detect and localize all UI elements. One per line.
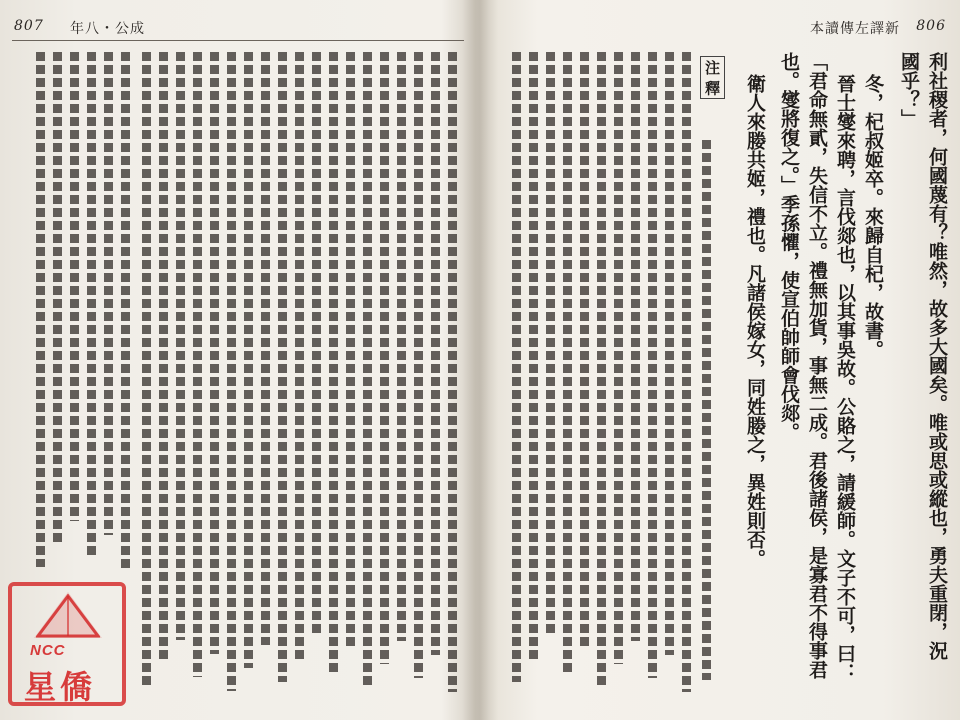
text-line-texture — [159, 52, 168, 663]
stamp-small-text: NCC — [30, 642, 66, 659]
annotation-text-column — [378, 52, 391, 664]
annotation-text-column — [395, 52, 408, 641]
text-line-texture — [278, 52, 287, 682]
annotation-text-column — [119, 52, 132, 572]
text-line-texture — [363, 52, 372, 687]
annotation-text-column — [629, 52, 642, 641]
text-line-texture — [614, 52, 623, 664]
annotation-text-column — [276, 52, 289, 682]
text-line-texture — [295, 52, 304, 659]
text-line-texture — [580, 52, 589, 650]
annotation-text-column — [344, 52, 357, 650]
annotation-text-column — [595, 52, 608, 687]
annotation-text-column — [157, 52, 170, 663]
text-line-texture — [563, 52, 572, 673]
text-line-texture — [329, 52, 338, 673]
annotation-text-column — [140, 52, 153, 686]
main-text-col-2: 國乎？」 — [898, 52, 920, 128]
stamp-big-text: 星僑 — [24, 668, 97, 706]
text-line-texture — [665, 52, 674, 655]
text-line-texture — [380, 52, 389, 664]
text-line-texture — [346, 52, 355, 650]
text-line-texture — [261, 52, 270, 645]
annotation-text-column — [85, 52, 98, 558]
annotation-text-column — [646, 52, 659, 678]
annotation-text-column — [51, 52, 64, 544]
text-line-texture — [53, 52, 62, 544]
annotation-text-column — [578, 52, 591, 650]
annotation-text-column — [34, 52, 47, 567]
text-line-texture — [176, 52, 185, 640]
ncc-stamp — [8, 582, 126, 706]
annotation-text-column — [544, 52, 557, 636]
right-page-running-title: 本讀傳左譯新 — [810, 21, 900, 37]
left-header-rule — [12, 40, 464, 41]
annotation-text-column — [174, 52, 187, 640]
text-line-texture — [431, 52, 440, 655]
text-line-texture — [244, 52, 253, 668]
annotation-text-column — [225, 52, 238, 691]
annotation-text-column — [242, 52, 255, 668]
text-line-texture — [227, 52, 236, 691]
main-text-col-5: 「君命無貳，失信不立。禮無加貨，事無二成。君後諸侯，是寡君不得事君 — [806, 52, 828, 679]
left-page-number: 807 — [14, 18, 44, 34]
annotation-text-column — [680, 52, 693, 692]
text-line-texture — [597, 52, 606, 687]
text-line-texture — [648, 52, 657, 678]
text-line-texture — [36, 52, 45, 567]
text-line-texture — [70, 52, 79, 521]
text-line-texture — [210, 52, 219, 654]
text-line-texture — [682, 52, 691, 692]
text-line-texture — [512, 52, 521, 682]
main-text-col-3: 冬，杞叔姬卒。來歸自杞，故書。 — [862, 74, 884, 359]
annotation-text-column — [259, 52, 272, 645]
annotation-text-column — [293, 52, 306, 659]
annotation-text-column — [191, 52, 204, 677]
annotation-text-column — [561, 52, 574, 673]
text-line-texture — [193, 52, 202, 677]
stamp-triangle-outline-icon — [36, 594, 100, 638]
annotation-text-column — [700, 140, 713, 680]
annotation-text-column — [361, 52, 374, 687]
right-page-number: 806 — [916, 18, 946, 34]
text-line-texture — [448, 52, 457, 692]
annotation-heading: 注 釋 — [700, 56, 725, 99]
annotation-text-column — [663, 52, 676, 655]
annotation-text-column — [510, 52, 523, 682]
left-page-running-title: 年八・公成 — [70, 21, 145, 37]
annotation-text-column — [527, 52, 540, 659]
text-line-texture — [546, 52, 555, 636]
text-line-texture — [104, 52, 113, 535]
annotation-text-column — [446, 52, 459, 692]
text-line-texture — [397, 52, 406, 641]
text-line-texture — [414, 52, 423, 678]
text-line-texture — [312, 52, 321, 636]
annotation-text-column — [310, 52, 323, 636]
text-line-texture — [142, 52, 151, 686]
text-line-texture — [631, 52, 640, 641]
main-text-col-4: 晉士燮來聘，言伐郯也，以其事吳故。公賂之，請緩師。文子不可，曰： — [834, 74, 856, 682]
annotation-text-column — [412, 52, 425, 678]
annotation-text-column — [68, 52, 81, 521]
annotation-text-column — [612, 52, 625, 664]
annotation-text-column — [327, 52, 340, 673]
annotation-text-column — [102, 52, 115, 535]
annotation-text-column — [208, 52, 221, 654]
main-text-col-6: 也。燮將復之。」季孫懼，使宣伯帥師會伐郯。 — [778, 52, 800, 442]
text-line-texture — [87, 52, 96, 558]
text-line-texture — [702, 140, 711, 680]
text-line-texture — [529, 52, 538, 659]
main-text-col-7: 衛人來媵共姬，禮也。凡諸侯嫁女，同姓媵之，異姓則否。 — [744, 74, 766, 568]
annotation-text-column — [429, 52, 442, 655]
text-line-texture — [121, 52, 130, 572]
main-text-col-1: 利社稷者，何國蔑有？唯然，故多大國矣。唯或思或縱也，勇夫重閉，況 — [926, 52, 948, 660]
